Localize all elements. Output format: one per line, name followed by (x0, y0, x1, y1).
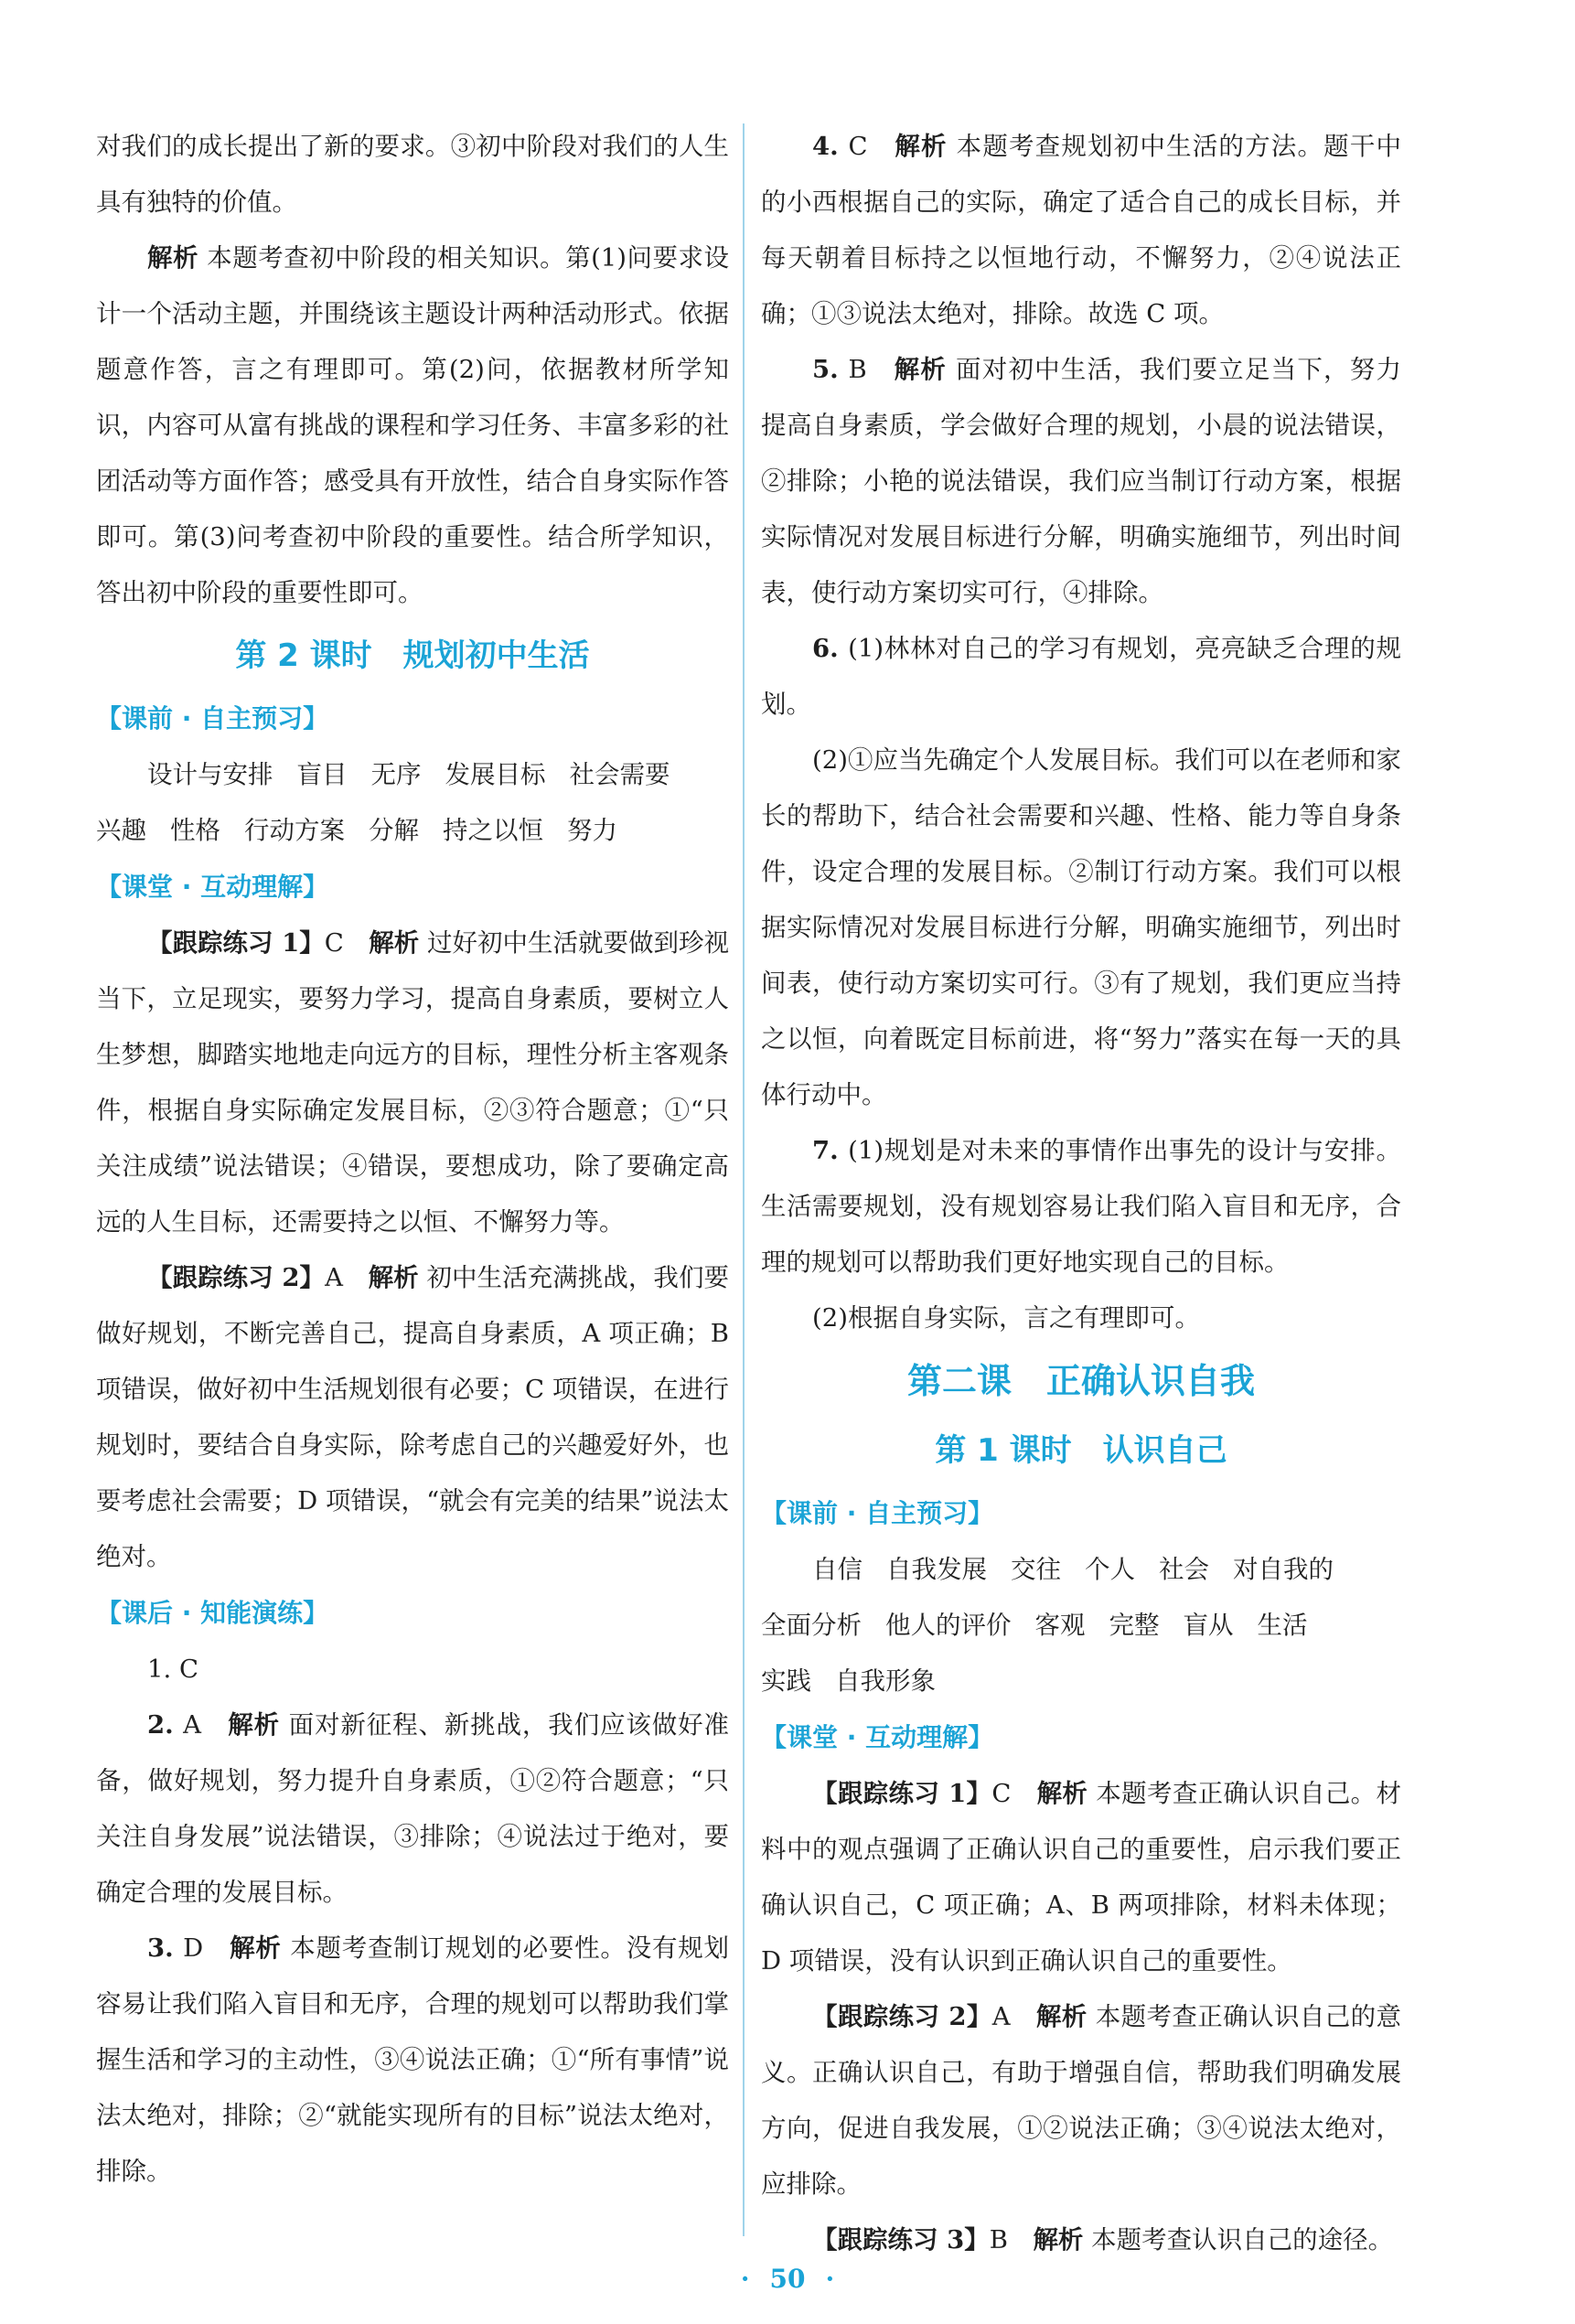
analysis-label: 解析 (368, 1263, 419, 1292)
question-6 (761, 621, 1401, 733)
column-divider (743, 123, 745, 2236)
analysis-text: 过好初中生活就要做到珍视当下，立足现实，要努力学习，提高自身素质，要树立人生梦想，脚踏实地地走向远方的目标，理性分析主客观条件，根据自身实际确定发展目标，②③符合题意；①“只关注成绩”说法错误；④错误，要想成功，除了要确定高远的人生目标，还需要持之以恒、不懈努力等。 (96, 928, 730, 1237)
exercise-answer: C (324, 928, 370, 958)
preview-word: 他人的评价 (885, 1611, 1012, 1640)
right-column (761, 119, 1401, 2268)
exercise-answer: A (325, 1263, 369, 1292)
lesson-title: 第 1 课时 认识自己 (935, 1432, 1227, 1469)
preview-words-line-2 (96, 803, 729, 859)
question-6-part-2: (2)①应当先确定个人发展目标。我们可以在老师和家长的帮助下，结合社会需要和兴趣、性格、能力等自身条件，设定合理的发展目标。②制订行动方案。我们可以根据实际情况对发展目标进行分解，明确实施细节，列出时间表，使行动方案切实可行。③有了规划，我们更应当持之以恒，向着既定目标前进，将“努力”落实在每一天的具体行动中。 (761, 745, 1401, 1109)
section-class-heading: 【课堂 · 互动理解】 (761, 1722, 994, 1752)
unit-title: 第二课 正确认识自我 (906, 1361, 1255, 1401)
analysis-label: 解析 (1035, 2002, 1088, 2031)
section-preview-heading: 【课前 · 自主预习】 (761, 1498, 994, 1528)
preview-words-line-3 (761, 1654, 1401, 1709)
preview-word: 对自我的 (1233, 1555, 1334, 1584)
analysis-text: 本题考查认识自己的途径。 (1083, 2225, 1394, 2254)
question-number: 5. (812, 355, 849, 384)
exercise-label: 【跟踪练习 1】 (812, 1779, 992, 1808)
question-4 (761, 119, 1401, 342)
exercise-answer: C (991, 1779, 1037, 1808)
analysis-text: 本题考查初中阶段的相关知识。第(1)问要求设计一个活动主题，并围绕该主题设计两种活动形式。依据题意作答，言之有理即可。第(2)问，依据教材所学知识，内容可从富有挑战的课程和学习任务、丰富多彩的社团活动等方面作答；感受具有开放性，结合自身实际作答即可。第(3)问考查初中阶段的重要性。结合所学知识，答出初中阶段的重要性即可。 (96, 243, 729, 607)
tracking-exercise-1 (96, 916, 729, 1250)
analysis-paragraph (96, 230, 729, 621)
preview-word: 实践 (761, 1666, 811, 1696)
question-7-part-2: (2)根据自身实际，言之有理即可。 (812, 1303, 1200, 1333)
preview-word: 全面分析 (761, 1611, 862, 1640)
analysis-text: 本题考查规划初中生活的方法。题干中的小西根据自己的实际，确定了适合自己的成长目标，并每天朝着目标持之以恒地行动，不懈努力，②④说法正确；①③说法太绝对，排除。故选 C 项。 (761, 132, 1401, 328)
preview-word: 性格 (170, 816, 220, 845)
tracking-exercise-2 (96, 1250, 729, 1585)
section-class-heading: 【课堂 · 互动理解】 (96, 872, 329, 902)
preview-word: 盲目 (296, 760, 348, 789)
analysis-label: 解析 (894, 355, 948, 384)
section-preview-heading: 【课前 · 自主预习】 (96, 703, 329, 734)
question-2 (96, 1697, 729, 1921)
analysis-label: 解析 (228, 1710, 280, 1740)
question-answer: A (183, 1710, 229, 1740)
analysis-text: 本题考查制订规划的必要性。没有规划容易让我们陷入盲目和无序，合理的规划可以帮助我们掌握生活和学习的主动性，③④说法正确；①“所有事情”说法太绝对，排除；②“就能实现所有的目标”说法太绝对，排除。 (96, 1933, 729, 2186)
exercise-label: 【跟踪练习 3】 (812, 2225, 990, 2254)
tracking-exercise-1 (761, 1766, 1401, 1989)
lesson-title: 第 2 课时 规划初中生活 (235, 637, 590, 674)
question-number: 7. (812, 1136, 849, 1165)
preview-word: 自我发展 (886, 1555, 987, 1584)
page-footer (0, 2264, 1575, 2294)
preview-word: 盲从 (1183, 1611, 1234, 1640)
analysis-label: 解析 (1033, 2225, 1084, 2254)
analysis-text: 面对新征程、新挑战，我们应该做好准备，做好规划，努力提升自身素质，①②符合题意；“只关注自身发展”说法错误，③排除；④说法过于绝对，要确定合理的发展目标。 (96, 1710, 729, 1907)
preview-word: 个人 (1085, 1555, 1135, 1584)
analysis-label: 解析 (230, 1933, 282, 1963)
question-text: (1)规划是对未来的事情作出事先的设计与安排。生活需要规划，没有规划容易让我们陷入盲目和无序，合理的规划可以帮助我们更好地实现自己的目标。 (761, 1136, 1401, 1277)
preview-word: 社会需要 (569, 760, 670, 789)
question-answer: B (848, 355, 895, 384)
footer-dot-right: · (825, 2264, 835, 2294)
preview-word: 分解 (369, 816, 419, 845)
question-answer: D (183, 1933, 230, 1963)
footer-dot-left: · (740, 2264, 750, 2294)
analysis-text: 本题考查正确认识自己的意义。正确认识自己，有助于增强自信，帮助我们明确发展方向，促进自我发展，①②说法正确；③④说法太绝对，应排除。 (761, 2002, 1401, 2199)
preview-words-line-1 (96, 747, 729, 803)
preview-word: 交往 (1011, 1555, 1061, 1584)
exercise-label: 【跟踪练习 1】 (147, 928, 325, 958)
question-number: 2. (147, 1710, 184, 1740)
preview-word: 社会 (1159, 1555, 1209, 1584)
exercise-label: 【跟踪练习 2】 (812, 2002, 992, 2031)
question-answer: C (848, 132, 895, 161)
preview-word: 无序 (370, 760, 422, 789)
exercise-answer: A (991, 2002, 1036, 2031)
question-text: (1)林林对自己的学习有规划，亮亮缺乏合理的规划。 (761, 634, 1401, 719)
preview-word: 兴趣 (96, 816, 146, 845)
analysis-text: 本题考查正确认识自己。材料中的观点强调了正确认识自己的重要性，启示我们要正确认识自己，C 项正确；A、B 两项排除，材料未体现；D 项错误，没有认识到正确认识自己的重要性。 (761, 1779, 1401, 1976)
preview-word: 客观 (1034, 1611, 1086, 1640)
question-7 (761, 1123, 1401, 1291)
preview-words-line-2 (761, 1598, 1401, 1654)
preview-word: 生活 (1257, 1611, 1308, 1640)
analysis-label: 解析 (369, 928, 420, 958)
left-column (96, 119, 729, 2200)
preview-word: 持之以恒 (443, 816, 543, 845)
section-after-class-heading: 【课后 · 知能演练】 (96, 1598, 329, 1628)
question-5 (761, 342, 1401, 621)
analysis-text: 面对初中生活，我们要立足当下，努力提高自身素质，学会做好合理的规划，小晨的说法错误，②排除；小艳的说法错误，我们应当制订行动方案，根据实际情况对发展目标进行分解，明确实施细节，列出时间表，使行动方案切实可行，④排除。 (761, 355, 1401, 607)
preview-word: 设计与安排 (147, 760, 273, 789)
preview-word: 完整 (1109, 1611, 1160, 1640)
exercise-answer: B (989, 2225, 1034, 2254)
paragraph-continuation: 对我们的成长提出了新的要求。③初中阶段对我们的人生具有独特的价值。 (96, 132, 729, 217)
analysis-label: 解析 (895, 132, 948, 161)
preview-word: 发展目标 (445, 760, 546, 789)
question-number: 3. (147, 1933, 184, 1963)
preview-words-line-1 (761, 1542, 1401, 1598)
analysis-label: 解析 (147, 243, 198, 273)
preview-word: 努力 (567, 816, 617, 845)
tracking-exercise-3 (761, 2212, 1401, 2268)
preview-word: 行动方案 (244, 816, 345, 845)
preview-word: 自我形象 (835, 1666, 936, 1696)
analysis-text: 初中生活充满挑战，我们要做好规划，不断完善自己，提高自身素质，A 项正确；B 项错误，做好初中生活规划很有必要；C 项错误，在进行规划时，要结合自身实际，除考虑自己的兴趣爱好外，也要考虑社会需要；D 项错误，“就会有完美的结果”说法太绝对。 (96, 1263, 729, 1571)
exercise-label: 【跟踪练习 2】 (147, 1263, 326, 1292)
question-number: 6. (812, 634, 849, 663)
page-number: 50 (769, 2264, 806, 2294)
question-1: 1. C (147, 1655, 199, 1684)
preview-word: 自信 (812, 1555, 862, 1584)
question-3 (96, 1921, 729, 2200)
question-number: 4. (812, 132, 849, 161)
tracking-exercise-2 (761, 1989, 1401, 2212)
analysis-label: 解析 (1036, 1779, 1088, 1808)
